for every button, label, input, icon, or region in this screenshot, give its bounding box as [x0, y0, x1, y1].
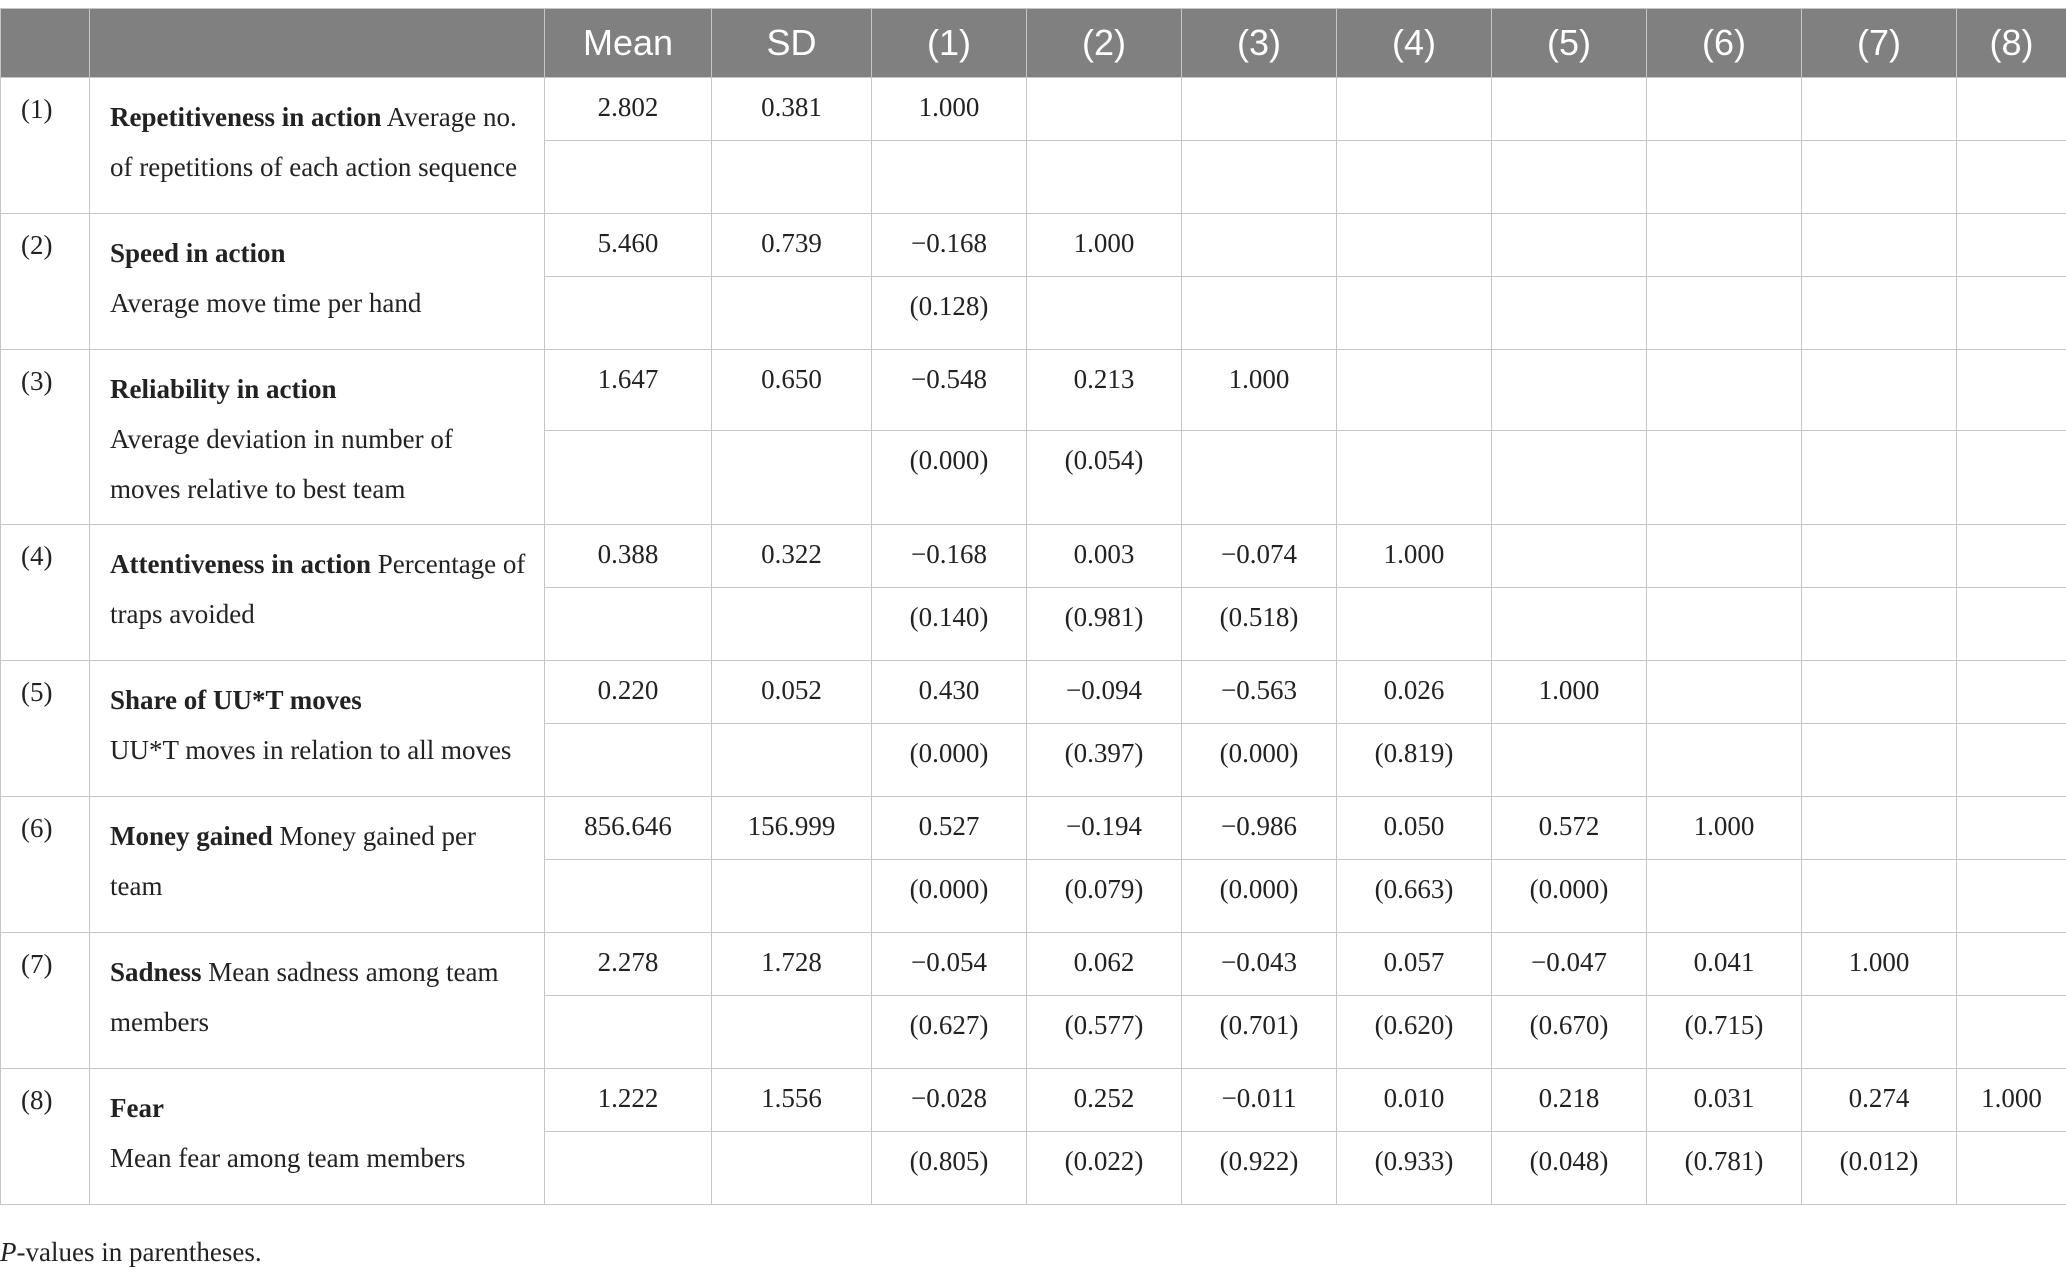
- p-value: [1802, 996, 1957, 1069]
- mean-value: 0.220: [545, 661, 712, 724]
- variable-description: Average no. of repetitions of each action sequence: [110, 102, 518, 182]
- correlation-value: 0.062: [1027, 933, 1182, 996]
- col-header-3: (3): [1182, 9, 1337, 78]
- empty-cell: [545, 431, 712, 525]
- p-value: [1647, 141, 1802, 214]
- p-value: [1647, 860, 1802, 933]
- variable-description: Mean sadness among team members: [110, 957, 499, 1037]
- correlation-value: 0.430: [872, 661, 1027, 724]
- correlation-value: 1.000: [872, 78, 1027, 141]
- sd-value: 0.650: [712, 350, 872, 431]
- correlation-value: 1.000: [1337, 525, 1492, 588]
- correlation-value: [1802, 214, 1957, 277]
- correlation-value: 0.031: [1647, 1069, 1802, 1132]
- variable-cell: [90, 78, 545, 214]
- correlation-value: 0.010: [1337, 1069, 1492, 1132]
- p-value: [1957, 431, 2066, 525]
- col-header-7: (7): [1802, 9, 1957, 78]
- p-value: (0.627): [872, 996, 1027, 1069]
- empty-cell: [545, 860, 712, 933]
- variable-name: Share of UU*T moves: [110, 685, 362, 715]
- p-value: [1182, 277, 1337, 350]
- mean-value: 5.460: [545, 214, 712, 277]
- correlation-value: 1.000: [1027, 214, 1182, 277]
- variable-cell: [90, 1069, 545, 1205]
- p-value: [1337, 431, 1492, 525]
- variable-name: Sadness: [110, 957, 202, 987]
- empty-cell: [712, 588, 872, 661]
- empty-cell: [545, 588, 712, 661]
- correlation-value: [1492, 350, 1647, 431]
- empty-cell: [712, 724, 872, 797]
- p-value: (0.000): [1182, 724, 1337, 797]
- p-value: [1182, 141, 1337, 214]
- p-value: (0.012): [1802, 1132, 1957, 1205]
- empty-cell: [712, 1132, 872, 1205]
- col-header-sd: SD: [712, 9, 872, 78]
- correlation-value: 1.000: [1492, 661, 1647, 724]
- correlation-value: [1492, 214, 1647, 277]
- p-value: (0.128): [872, 277, 1027, 350]
- col-header-5: (5): [1492, 9, 1647, 78]
- correlation-value: [1957, 350, 2066, 431]
- p-value: [1957, 724, 2066, 797]
- p-value: [1647, 588, 1802, 661]
- correlation-value: [1802, 350, 1957, 431]
- correlation-value: [1182, 214, 1337, 277]
- mean-value: 2.802: [545, 78, 712, 141]
- variable-cell: [90, 214, 545, 350]
- correlation-value: [1647, 525, 1802, 588]
- correlation-value: [1337, 214, 1492, 277]
- correlation-value: −0.028: [872, 1069, 1027, 1132]
- p-value: (0.518): [1182, 588, 1337, 661]
- p-value: [1957, 1132, 2066, 1205]
- p-value: [1337, 588, 1492, 661]
- empty-cell: [545, 277, 712, 350]
- correlation-value: [1492, 525, 1647, 588]
- variable-cell: [90, 933, 545, 1069]
- p-value: [1492, 277, 1647, 350]
- table-row: [1, 797, 2066, 860]
- footnote-text: -values in parentheses.: [16, 1237, 262, 1267]
- empty-cell: [545, 724, 712, 797]
- correlation-value: [1647, 350, 1802, 431]
- correlation-value: 1.000: [1182, 350, 1337, 431]
- correlation-value: −0.168: [872, 214, 1027, 277]
- p-value: [1492, 724, 1647, 797]
- row-index: (8): [1, 1069, 90, 1205]
- p-value: [1957, 996, 2066, 1069]
- p-value: [1647, 724, 1802, 797]
- correlation-value: −0.986: [1182, 797, 1337, 860]
- correlation-value: 1.000: [1647, 797, 1802, 860]
- correlation-value: 0.252: [1027, 1069, 1182, 1132]
- empty-cell: [712, 860, 872, 933]
- correlation-value: −0.043: [1182, 933, 1337, 996]
- row-index: (4): [1, 525, 90, 661]
- p-value: (0.620): [1337, 996, 1492, 1069]
- p-value: [1802, 860, 1957, 933]
- p-value: [1647, 431, 1802, 525]
- correlation-value: −0.074: [1182, 525, 1337, 588]
- p-value: [1337, 141, 1492, 214]
- variable-description: Percentage of traps avoided: [110, 549, 526, 629]
- p-value: (0.000): [1182, 860, 1337, 933]
- variable-cell: [90, 797, 545, 933]
- mean-value: 1.222: [545, 1069, 712, 1132]
- table-row: [1, 350, 2066, 431]
- p-value: [1027, 277, 1182, 350]
- correlation-value: [1647, 214, 1802, 277]
- p-value: [872, 141, 1027, 214]
- p-value: (0.397): [1027, 724, 1182, 797]
- p-value: [1957, 277, 2066, 350]
- correlation-value: 0.218: [1492, 1069, 1647, 1132]
- col-header-mean: Mean: [545, 9, 712, 78]
- p-value: [1802, 141, 1957, 214]
- variable-name: Repetitiveness in action: [110, 102, 382, 132]
- correlation-value: 1.000: [1802, 933, 1957, 996]
- correlation-value: [1957, 214, 2066, 277]
- correlation-value: −0.168: [872, 525, 1027, 588]
- row-index: (5): [1, 661, 90, 797]
- p-value: [1647, 277, 1802, 350]
- empty-cell: [712, 431, 872, 525]
- correlation-value: [1492, 78, 1647, 141]
- variable-cell: [90, 661, 545, 797]
- p-value: [1182, 431, 1337, 525]
- variable-description: Average move time per hand: [110, 288, 422, 318]
- correlation-value: [1647, 78, 1802, 141]
- p-value: [1802, 431, 1957, 525]
- correlation-value: [1957, 661, 2066, 724]
- table-row: [1, 1069, 2066, 1132]
- correlation-value: [1182, 78, 1337, 141]
- variable-description: UU*T moves in relation to all moves: [110, 735, 512, 765]
- p-value: (0.981): [1027, 588, 1182, 661]
- variable-name: Money gained: [110, 821, 273, 851]
- table-row: [1, 525, 2066, 588]
- correlation-value: 1.000: [1957, 1069, 2066, 1132]
- mean-value: 1.647: [545, 350, 712, 431]
- correlation-table: [0, 8, 2066, 1205]
- correlation-value: 0.057: [1337, 933, 1492, 996]
- p-value: (0.781): [1647, 1132, 1802, 1205]
- variable-cell: [90, 350, 545, 525]
- table-row: [1, 661, 2066, 724]
- correlation-value: −0.548: [872, 350, 1027, 431]
- row-index: (6): [1, 797, 90, 933]
- col-header-6: (6): [1647, 9, 1802, 78]
- p-value: (0.819): [1337, 724, 1492, 797]
- p-value: (0.022): [1027, 1132, 1182, 1205]
- table-footnote: [0, 1237, 262, 1268]
- variable-description: Mean fear among team members: [110, 1143, 466, 1173]
- correlation-value: 0.026: [1337, 661, 1492, 724]
- p-value: [1492, 588, 1647, 661]
- correlation-value: [1802, 797, 1957, 860]
- p-value: (0.715): [1647, 996, 1802, 1069]
- empty-cell: [712, 996, 872, 1069]
- row-index: (3): [1, 350, 90, 525]
- col-header: [1, 9, 90, 78]
- header-row: [1, 9, 2066, 78]
- p-value: [1027, 141, 1182, 214]
- p-value: [1802, 277, 1957, 350]
- correlation-value: [1337, 350, 1492, 431]
- correlation-value: 0.274: [1802, 1069, 1957, 1132]
- correlation-value: [1957, 525, 2066, 588]
- mean-value: 0.388: [545, 525, 712, 588]
- p-value: (0.663): [1337, 860, 1492, 933]
- p-value: (0.000): [1492, 860, 1647, 933]
- correlation-value: 0.050: [1337, 797, 1492, 860]
- mean-value: 856.646: [545, 797, 712, 860]
- sd-value: 1.728: [712, 933, 872, 996]
- sd-value: 0.739: [712, 214, 872, 277]
- p-value: [1957, 141, 2066, 214]
- p-value: [1957, 588, 2066, 661]
- col-header-1: (1): [872, 9, 1027, 78]
- correlation-value: 0.572: [1492, 797, 1647, 860]
- p-value: [1802, 588, 1957, 661]
- p-value: [1957, 860, 2066, 933]
- p-value: (0.054): [1027, 431, 1182, 525]
- table-row: [1, 78, 2066, 141]
- sd-value: 0.052: [712, 661, 872, 724]
- p-value: (0.670): [1492, 996, 1647, 1069]
- variable-name: Fear: [110, 1093, 164, 1123]
- p-value: [1337, 277, 1492, 350]
- sd-value: 156.999: [712, 797, 872, 860]
- p-value: (0.140): [872, 588, 1027, 661]
- empty-cell: [545, 141, 712, 214]
- variable-description: Money gained per team: [110, 821, 476, 901]
- variable-name: Attentiveness in action: [110, 549, 371, 579]
- correlation-value: 0.003: [1027, 525, 1182, 588]
- variable-name: Speed in action: [110, 238, 286, 268]
- p-value: [1492, 141, 1647, 214]
- empty-cell: [545, 1132, 712, 1205]
- correlation-value: [1802, 661, 1957, 724]
- correlation-value: [1027, 78, 1182, 141]
- p-value: (0.933): [1337, 1132, 1492, 1205]
- table-row: [1, 214, 2066, 277]
- correlation-value: −0.563: [1182, 661, 1337, 724]
- p-value: (0.079): [1027, 860, 1182, 933]
- correlation-value: [1957, 797, 2066, 860]
- correlation-value: 0.527: [872, 797, 1027, 860]
- row-index: (2): [1, 214, 90, 350]
- correlation-value: 0.041: [1647, 933, 1802, 996]
- correlation-value: −0.054: [872, 933, 1027, 996]
- footnote-p: P: [0, 1237, 17, 1267]
- variable-cell: [90, 525, 545, 661]
- variable-description: Average deviation in number of moves relative to best team: [110, 424, 453, 504]
- correlation-value: −0.047: [1492, 933, 1647, 996]
- row-index: (7): [1, 933, 90, 1069]
- correlation-value: [1337, 78, 1492, 141]
- p-value: (0.048): [1492, 1132, 1647, 1205]
- p-value: (0.000): [872, 724, 1027, 797]
- col-header: [90, 9, 545, 78]
- col-header-2: (2): [1027, 9, 1182, 78]
- correlation-value: −0.194: [1027, 797, 1182, 860]
- p-value: (0.701): [1182, 996, 1337, 1069]
- p-value: (0.000): [872, 431, 1027, 525]
- sd-value: 1.556: [712, 1069, 872, 1132]
- mean-value: 2.278: [545, 933, 712, 996]
- p-value: (0.577): [1027, 996, 1182, 1069]
- correlation-value: −0.094: [1027, 661, 1182, 724]
- sd-value: 0.381: [712, 78, 872, 141]
- sd-value: 0.322: [712, 525, 872, 588]
- correlation-value: [1802, 525, 1957, 588]
- variable-name: Reliability in action: [110, 374, 337, 404]
- p-value: (0.805): [872, 1132, 1027, 1205]
- p-value: [1802, 724, 1957, 797]
- correlation-value: −0.011: [1182, 1069, 1337, 1132]
- correlation-value: [1802, 78, 1957, 141]
- correlation-value: [1647, 661, 1802, 724]
- p-value: [1492, 431, 1647, 525]
- col-header-4: (4): [1337, 9, 1492, 78]
- table-row: [1, 933, 2066, 996]
- p-value: (0.922): [1182, 1132, 1337, 1205]
- col-header-8: (8): [1957, 9, 2066, 78]
- empty-cell: [712, 277, 872, 350]
- empty-cell: [712, 141, 872, 214]
- row-index: (1): [1, 78, 90, 214]
- correlation-value: [1957, 933, 2066, 996]
- p-value: (0.000): [872, 860, 1027, 933]
- correlation-value: 0.213: [1027, 350, 1182, 431]
- correlation-value: [1957, 78, 2066, 141]
- empty-cell: [545, 996, 712, 1069]
